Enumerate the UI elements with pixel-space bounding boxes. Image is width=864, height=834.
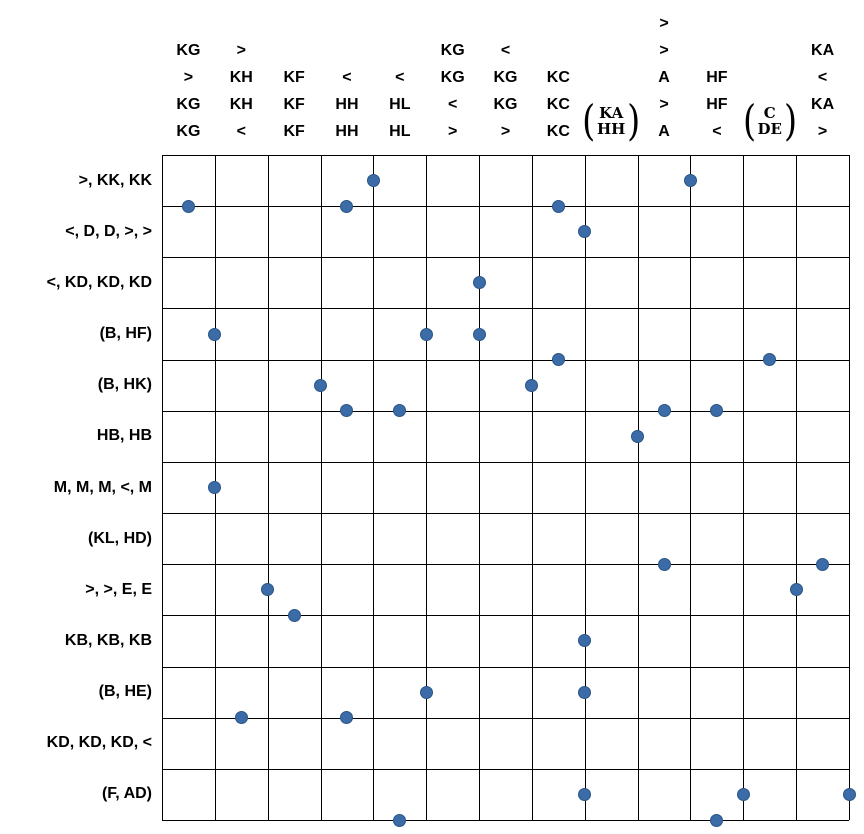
row-label-2: <, D, D, >, > [65, 222, 152, 240]
data-point [816, 558, 829, 571]
column-header-line: KC [546, 123, 570, 140]
column-header-line: KG [440, 42, 465, 59]
column-header-line: KG [440, 69, 465, 86]
column-header-line: HH [335, 123, 359, 140]
grid-line-horizontal [162, 667, 849, 668]
column-header-line: HF [706, 96, 728, 113]
column-header-line: KA [811, 96, 835, 113]
grid-line-vertical [849, 155, 850, 820]
row-label-13: (F, AD) [101, 785, 152, 803]
data-point [473, 276, 486, 289]
column-header-line: KC [546, 69, 570, 86]
grid-line-vertical [585, 155, 586, 820]
grid-line-vertical [743, 155, 744, 820]
grid-line-vertical [321, 155, 322, 820]
paren-stack [597, 105, 625, 137]
column-header-line: < [500, 42, 511, 59]
data-point [261, 583, 274, 596]
row-label-10: KB, KB, KB [64, 631, 152, 649]
column-header-13 [811, 0, 834, 145]
column-header-line: < [395, 69, 405, 86]
column-header-line: A [658, 123, 670, 140]
column-header-10 [658, 0, 670, 145]
data-point [367, 174, 380, 187]
grid-line-vertical [162, 155, 163, 820]
column-header-line: > [659, 42, 669, 59]
right-paren-glyph: ) [783, 96, 797, 145]
data-point [420, 328, 433, 341]
column-header-2 [230, 0, 253, 145]
data-point [578, 225, 591, 238]
column-header-line: KG [176, 123, 201, 140]
data-point [235, 711, 248, 724]
row-label-3: <, KD, KD, KD [46, 273, 152, 291]
data-point [763, 353, 776, 366]
data-point [684, 174, 697, 187]
data-point [710, 404, 723, 417]
data-point [578, 788, 591, 801]
row-label-11: (B, HE) [98, 683, 152, 701]
row-label-12: KD, KD, KD, < [46, 734, 152, 752]
column-header-line: KG [493, 96, 518, 113]
row-label-5: (B, HK) [97, 376, 152, 394]
row-label-6: HB, HB [96, 427, 152, 445]
column-header-7 [494, 0, 518, 145]
data-point [393, 404, 406, 417]
grid-line-horizontal [162, 308, 849, 309]
paren-stack [757, 105, 781, 137]
column-header-line: < [342, 69, 352, 86]
data-point [525, 379, 538, 392]
grid-line-vertical [532, 155, 533, 820]
grid-line-horizontal [162, 513, 849, 514]
column-header-line: HH [335, 96, 359, 113]
data-point [208, 481, 221, 494]
left-paren-glyph: ( [582, 96, 596, 145]
data-point [473, 328, 486, 341]
column-header-line: > [659, 96, 669, 113]
column-header-line: KG [493, 69, 518, 86]
data-point [790, 583, 803, 596]
grid-line-vertical [479, 155, 480, 820]
data-point [420, 686, 433, 699]
column-header-line: HL [389, 96, 411, 113]
grid-line-horizontal [162, 360, 849, 361]
column-header-line: < [236, 123, 246, 140]
paren-bottom-text: DE [757, 120, 782, 138]
paren-label [581, 97, 642, 145]
column-header-line: KH [229, 96, 253, 113]
column-header-line: KA [811, 42, 835, 59]
grid-line-vertical [373, 155, 374, 820]
row-label-8: (KL, HD) [88, 529, 152, 547]
grid-line-horizontal [162, 564, 849, 565]
row-label-4: (B, HF) [99, 325, 152, 343]
column-header-line: KF [283, 96, 305, 113]
column-header-line: KC [546, 96, 570, 113]
grid-line-horizontal [162, 718, 849, 719]
data-point [288, 609, 301, 622]
column-header-line: KF [283, 69, 305, 86]
data-point [552, 353, 565, 366]
grid-line-horizontal [162, 462, 849, 463]
grid-line-vertical [268, 155, 269, 820]
grid-line-horizontal [162, 769, 849, 770]
row-label-1: >, KK, KK [78, 171, 152, 189]
column-header-line: KG [176, 42, 201, 59]
data-point [340, 711, 353, 724]
data-point [631, 430, 644, 443]
data-point [340, 404, 353, 417]
data-point [710, 814, 723, 827]
column-header-line: < [447, 96, 458, 113]
column-header-line: > [447, 123, 458, 140]
grid-line-vertical [638, 155, 639, 820]
data-point [393, 814, 406, 827]
grid-line-horizontal [162, 615, 849, 616]
grid-line-horizontal [162, 820, 849, 821]
paren-bottom-text: HH [597, 120, 626, 138]
column-header-line: KF [283, 123, 305, 140]
data-point [658, 558, 671, 571]
column-header-line: > [659, 15, 669, 32]
column-header-3 [283, 0, 304, 145]
data-point [340, 200, 353, 213]
grid-line-horizontal [162, 206, 849, 207]
data-point [658, 404, 671, 417]
grid-line-vertical [690, 155, 691, 820]
column-header-line: HF [706, 69, 728, 86]
row-label-7: M, M, M, <, M [53, 478, 152, 496]
paren-label [741, 97, 798, 145]
column-header-4 [335, 0, 358, 145]
column-header-12 [741, 0, 798, 145]
grid-line-horizontal [162, 155, 849, 156]
grid-line-vertical [796, 155, 797, 820]
right-paren-glyph: ) [627, 96, 641, 145]
paren-top-text: C [763, 104, 776, 122]
column-header-6 [441, 0, 465, 145]
column-header-line: > [183, 69, 194, 86]
data-point [208, 328, 221, 341]
data-point [737, 788, 750, 801]
data-point [843, 788, 856, 801]
column-header-line: < [817, 69, 828, 86]
column-header-line: < [712, 123, 722, 140]
column-header-line: KH [229, 69, 253, 86]
left-paren-glyph: ( [742, 96, 756, 145]
row-label-9: >, >, E, E [85, 580, 152, 598]
column-header-line: HL [389, 123, 411, 140]
column-header-line: > [500, 123, 511, 140]
data-point [578, 634, 591, 647]
grid-line-horizontal [162, 411, 849, 412]
data-point [552, 200, 565, 213]
column-header-8 [547, 0, 570, 145]
grid-line-horizontal [162, 257, 849, 258]
data-point [578, 686, 591, 699]
column-header-1 [176, 0, 200, 145]
column-header-5 [389, 0, 410, 145]
column-header-line: > [817, 123, 828, 140]
column-header-line: KG [176, 96, 201, 113]
column-header-9 [581, 0, 642, 145]
column-header-11 [706, 0, 727, 145]
paren-top-text: KA [599, 104, 624, 122]
data-point [314, 379, 327, 392]
plot-area [162, 155, 849, 820]
column-header-line: A [658, 69, 670, 86]
data-point [182, 200, 195, 213]
column-header-line: > [236, 42, 246, 59]
grid-line-vertical [426, 155, 427, 820]
